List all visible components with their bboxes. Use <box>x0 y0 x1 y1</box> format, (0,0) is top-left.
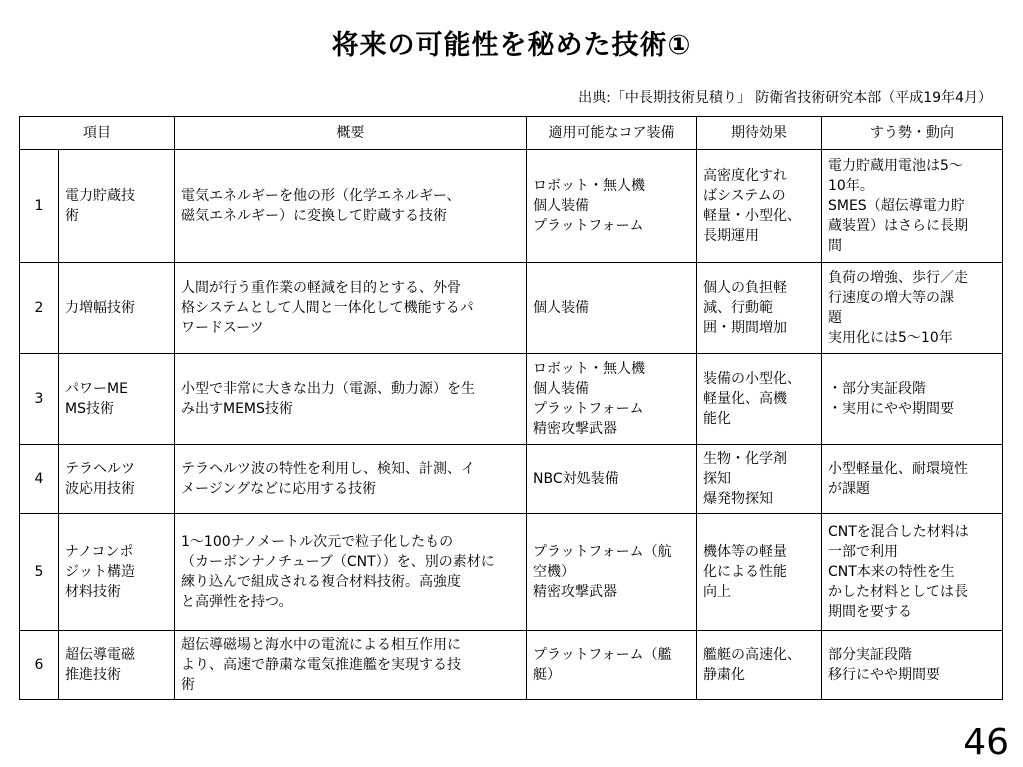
cell-trend <box>822 263 1003 354</box>
cell-line: テラヘルツ <box>65 461 135 477</box>
cell-line: 磁気エネルギー）に変換して貯蔵する技術 <box>181 208 447 224</box>
cell-number: 3 <box>20 354 59 445</box>
cell-effect <box>697 445 822 514</box>
cell-item <box>59 150 175 263</box>
cell-equipment <box>527 514 697 631</box>
cell-line: 人間が行う重作業の軽減を目的とする、外骨 <box>181 280 461 296</box>
cell-line: 精密攻撃武器 <box>533 421 617 437</box>
cell-line: ・実用にやや期間要 <box>828 401 954 417</box>
cell-line: 減、行動範 <box>703 300 773 316</box>
cell-line: 格システムとして人間と一体化して機能するパ <box>181 300 474 316</box>
cell-line: 術 <box>65 208 79 224</box>
cell-line: 能化 <box>703 411 731 427</box>
cell-line: 間 <box>828 238 842 254</box>
cell-line: 練り込んで組成される複合材料技術。高強度 <box>181 574 461 590</box>
cell-line: 囲・期間増加 <box>703 320 787 336</box>
cell-overview <box>175 445 527 514</box>
cell-line: 個人装備 <box>533 300 589 316</box>
cell-line: NBC対処装備 <box>533 471 619 487</box>
cell-line: 静粛化 <box>703 667 745 683</box>
cell-line: 個人の負担軽 <box>703 280 787 296</box>
cell-line: CNTを混合した材料は <box>828 524 969 540</box>
cell-line: 部分実証段階 <box>828 647 912 663</box>
cell-line: 負荷の増強、歩行／走 <box>828 270 968 286</box>
cell-line: ジット構造 <box>65 564 135 580</box>
cell-line: 電力貯蔵用電池は5〜 <box>828 158 963 174</box>
table-row <box>20 354 1003 445</box>
technology-table <box>19 116 1003 700</box>
cell-item <box>59 514 175 631</box>
source-citation: 出典:「中長期技術見積り」 防衛省技術研究本部（平成19年4月） <box>578 90 992 106</box>
cell-equipment <box>527 263 697 354</box>
cell-line: 一部で利用 <box>828 544 898 560</box>
cell-trend <box>822 445 1003 514</box>
cell-line: SMES（超伝導電力貯 <box>828 198 965 214</box>
cell-equipment <box>527 354 697 445</box>
cell-line: 向上 <box>703 584 731 600</box>
cell-effect <box>697 631 822 700</box>
cell-line: 装備の小型化、 <box>703 371 801 387</box>
cell-equipment <box>527 150 697 263</box>
cell-overview <box>175 354 527 445</box>
cell-trend <box>822 354 1003 445</box>
cell-line: 艦艇の高速化、 <box>703 647 801 663</box>
cell-line: 個人装備 <box>533 198 589 214</box>
cell-line: 材料技術 <box>65 584 121 600</box>
cell-effect <box>697 150 822 263</box>
cell-equipment <box>527 631 697 700</box>
cell-equipment <box>527 445 697 514</box>
table-row <box>20 263 1003 354</box>
cell-line: CNT本来の特性を生 <box>828 564 955 580</box>
cell-line: 小型で非常に大きな出力（電源、動力源）を生 <box>181 381 475 397</box>
cell-overview <box>175 631 527 700</box>
cell-line: 1〜100ナノメートル次元で粒子化したもの <box>181 534 454 550</box>
cell-line: 精密攻撃武器 <box>533 584 617 600</box>
cell-line: より、高速で静粛な電気推進艦を実現する技 <box>181 657 461 673</box>
header-effect: 期待効果 <box>697 117 822 150</box>
cell-line: メージングなどに応用する技術 <box>181 481 377 497</box>
cell-line: （カーボンナノチューブ（CNT））を、別の素材に <box>181 554 495 570</box>
cell-line: ばシステムの <box>703 188 786 204</box>
cell-line: が課題 <box>828 481 870 497</box>
cell-line: 行速度の増大等の課 <box>828 290 954 306</box>
cell-item <box>59 445 175 514</box>
cell-line: と高弾性を持つ。 <box>181 594 293 610</box>
cell-line: 術 <box>181 677 195 693</box>
cell-number: 6 <box>20 631 59 700</box>
cell-line: プラットフォーム（艦 <box>533 647 672 663</box>
cell-line: 電気エネルギーを他の形（化学エネルギー、 <box>181 188 461 204</box>
cell-item <box>59 263 175 354</box>
cell-line: 10年。 <box>828 178 874 194</box>
cell-line: 超伝導電磁 <box>65 647 135 663</box>
cell-line: 電力貯蔵技 <box>65 188 135 204</box>
cell-line: 爆発物探知 <box>703 491 773 507</box>
cell-line: ・部分実証段階 <box>828 381 926 397</box>
cell-line: プラットフォーム <box>533 401 644 417</box>
cell-line: MS技術 <box>65 401 114 417</box>
table-row <box>20 514 1003 631</box>
table-row <box>20 445 1003 514</box>
cell-line: 移行にやや期間要 <box>828 667 940 683</box>
cell-line: 力増幅技術 <box>65 300 135 316</box>
cell-effect <box>697 354 822 445</box>
cell-line: 小型軽量化、耐環境性 <box>828 461 968 477</box>
cell-line: 長期運用 <box>703 228 759 244</box>
cell-line: み出すMEMS技術 <box>181 401 293 417</box>
header-trend: すう勢・動向 <box>822 117 1003 150</box>
cell-line: テラヘルツ波の特性を利用し、検知、計測、イ <box>181 461 475 477</box>
cell-line: 蔵装置）はさらに長期 <box>828 218 968 234</box>
cell-line: 探知 <box>703 471 731 487</box>
cell-trend <box>822 514 1003 631</box>
cell-line: プラットフォーム（航 <box>533 544 672 560</box>
cell-line: プラットフォーム <box>533 218 644 234</box>
cell-overview <box>175 150 527 263</box>
cell-item <box>59 631 175 700</box>
cell-number: 2 <box>20 263 59 354</box>
cell-line: 空機） <box>533 564 575 580</box>
cell-line: 期間を要する <box>828 604 912 620</box>
cell-number: 1 <box>20 150 59 263</box>
cell-line: 波応用技術 <box>65 481 135 497</box>
cell-line: 超伝導磁場と海水中の電流による相互作用に <box>181 637 461 653</box>
cell-trend <box>822 150 1003 263</box>
cell-line: 実用化には5〜10年 <box>828 330 953 346</box>
cell-line: 機体等の軽量 <box>703 544 787 560</box>
cell-line: ワードスーツ <box>181 320 264 336</box>
header-item: 項目 <box>20 117 175 150</box>
cell-line: 高密度化すれ <box>703 168 787 184</box>
cell-line: 個人装備 <box>533 381 589 397</box>
cell-effect <box>697 263 822 354</box>
cell-line: ナノコンポ <box>65 544 134 560</box>
slide-title: 将来の可能性を秘めた技術① <box>331 30 692 61</box>
header-equipment: 適用可能なコア装備 <box>527 117 697 150</box>
table-row <box>20 631 1003 700</box>
cell-line: 題 <box>828 310 842 326</box>
cell-line: かした材料としては長 <box>828 584 968 600</box>
cell-line: 軽量化、高機 <box>703 391 787 407</box>
cell-line: ロボット・無人機 <box>533 361 645 377</box>
cell-line: パワーME <box>65 381 128 397</box>
cell-trend <box>822 631 1003 700</box>
cell-line: ロボット・無人機 <box>533 178 645 194</box>
cell-line: 軽量・小型化、 <box>703 208 801 224</box>
cell-overview <box>175 514 527 631</box>
cell-overview <box>175 263 527 354</box>
cell-number: 4 <box>20 445 59 514</box>
cell-number: 5 <box>20 514 59 631</box>
cell-line: 化による性能 <box>703 564 787 580</box>
cell-line: 生物・化学剤 <box>703 451 787 467</box>
page-number: 46 <box>963 722 1009 763</box>
cell-line: 推進技術 <box>65 667 121 683</box>
cell-effect <box>697 514 822 631</box>
header-overview: 概要 <box>175 117 527 150</box>
table-row <box>20 150 1003 263</box>
cell-item <box>59 354 175 445</box>
table-header-row <box>20 117 1003 150</box>
cell-line: 艇） <box>533 667 561 683</box>
